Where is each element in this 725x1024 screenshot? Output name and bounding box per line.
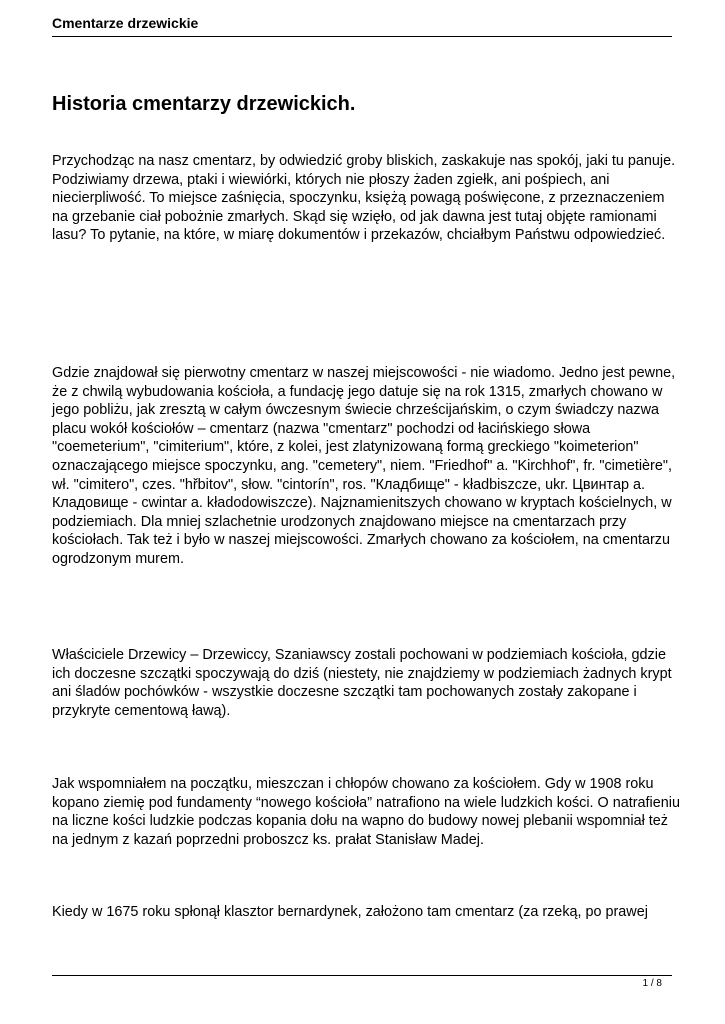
paragraph-burials: Jak wspomniałem na początku, mieszczan i chłopów chowano za kościołem. Gdy w 1908 roku kopano ziemię pod fundamenty “nowego kościoła” natrafiono na wiele ludzkich kości. O natrafieniu na liczne kości ludzkie podczas kopania dołu na wapno do budowy nowej plebanii wspomniał też na jednym z kazań poprzedni proboszcz ks. prałat Stanisław Madej.: [52, 776, 680, 848]
paragraph-owners: Właściciele Drzewicy – Drzewiccy, Szaniawscy zostali pochowani w podziemiach kościoła, gdzie ich doczesne szczątki spoczywają do dziś (niestety, nie znajdziemy w podziemiach żadnych krypt ani śladów pochówków - wszystkie doczesne szczątki tam pochowanych zostały zakopane i przykryte cementową ławą).: [52, 647, 672, 719]
document-header-title: Cmentarze drzewickie: [52, 15, 199, 31]
header-divider: [52, 36, 672, 37]
page-title: Historia cmentarzy drzewickich.: [52, 93, 356, 115]
page-number: 1 / 8: [642, 978, 662, 989]
paragraph-origin: Gdzie znajdował się pierwotny cmentarz w naszej miejscowości - nie wiadomo. Jedno jest pewne, że z chwilą wybudowania kościoła, a fundację jego datuje się na rok 1315, zmarłych chowano w jego pobliżu, jak zresztą w całym ówczesnym świecie chrześcijańskim, o czym świadczy nazwa placu wokół kościołów – cmentarz (nazwa "cmentarz" pochodzi od łacińskiego słowa "coemeterium", "cimiterium", które, z kolei, jest zlatynizowaną formą greckiego "koimeterion" oznaczającego miejsce spoczynku, ang. "cemetery", niem. "Friedhof" a. "Kirchhof", fr. "cimetière", wł. "cimitero", czes. "hřbitov", słow. "cintorín", ros. "Кладбище" - kładbiszcze, ukr. Цвинтар a. Кладовище - cwintar a. kładodowiszcze). Najznamienitszych chowano w kryptach kościelnych, w podziemiach. Dla mniej szlachetnie urodzonych znajdowano miejsce na cmentarzach przy kościołach. Tak też i było w naszej miejscowości. Zmarłych chowano za kościołem, na cmentarzu ogrodzonym murem.: [52, 365, 676, 567]
footer-divider: [52, 975, 672, 976]
paragraph-intro: Przychodząc na nasz cmentarz, by odwiedzić groby bliskich, zaskakuje nas spokój, jaki tu panuje. Podziwiamy drzewa, ptaki i wiewiórki, których nie płoszy żaden zgiełk, ani pośpiech, ani niecierpliwość. To miejsce zaśnięcia, spoczynku, księżą powagą poświęcone, z przeznaczeniem na grzebanie ciał pobożnie zmarłych. Skąd się wzięło, od jak dawna jest tutaj objęte ramionami lasu? To pytanie, na które, w miarę dokumentów i przekazów, chciałbym Państwu odpowiedzieć.: [52, 153, 676, 244]
paragraph-monastery: Kiedy w 1675 roku spłonął klasztor bernardynek, założono tam cmentarz (za rzeką, po prawej: [52, 904, 648, 920]
